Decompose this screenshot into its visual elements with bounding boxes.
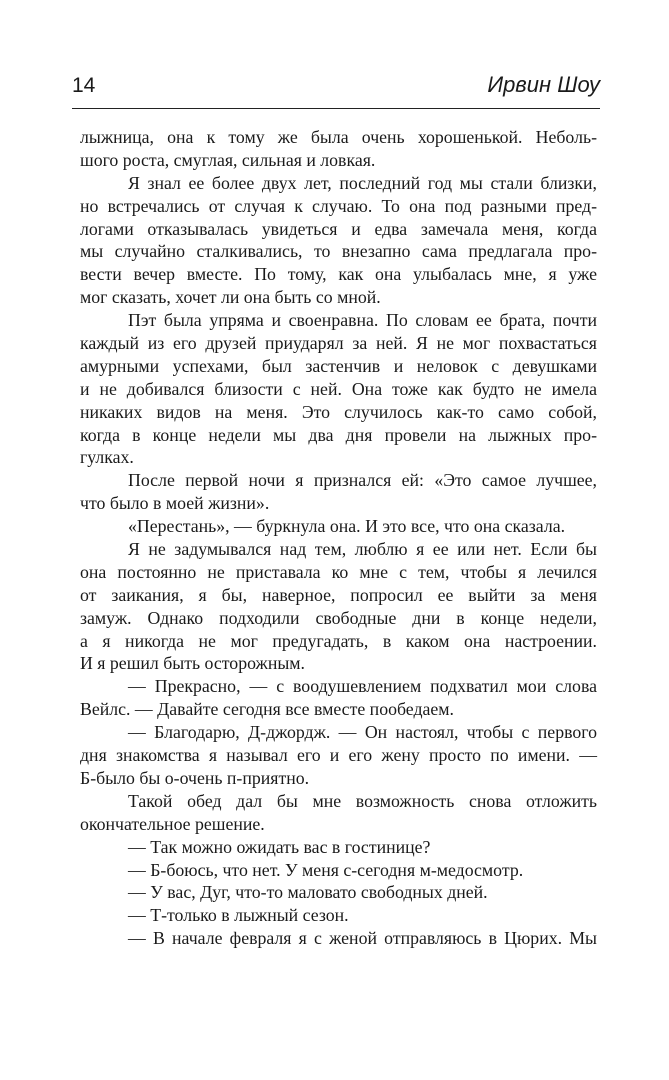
text-line: она постоянно не приставала ко мне с тем, чтобы я лечился <box>80 561 597 582</box>
text-line: вести вечер вместе. По тому, как она улыбалась мне, я уже <box>80 264 597 285</box>
text-line: После первой ночи я признался ей: «Это самое лучшее, <box>128 470 597 491</box>
page-number: 14 <box>72 74 96 97</box>
text-line: но встречались от случая к случаю. То она под разными пред- <box>80 195 597 216</box>
text-line: — Т-только в лыжный сезон. <box>128 905 349 926</box>
text-line: — В начале февраля я с женой отправляюсь в Цюрих. Мы <box>128 928 597 949</box>
text-line: мог сказать, хочет ли она быть со мной. <box>80 287 381 308</box>
text-line: — Благодарю, Д-джордж. — Он настоял, чтобы с первого <box>128 722 597 743</box>
text-line: дня знакомства я называл его и его жену просто по имени. — <box>80 745 597 766</box>
text-line: шого роста, смуглая, сильная и ловкая. <box>80 149 376 170</box>
text-line: когда в конце недели мы два дня провели на лыжных про- <box>80 424 597 445</box>
text-line: каждый из его друзей приударял за ней. Я не мог похвастаться <box>80 333 597 354</box>
text-line: Пэт была упряма и своенравна. По словам ее брата, почти <box>128 310 597 331</box>
text-line: что было в моей жизни». <box>80 493 270 514</box>
text-line: Я знал ее более двух лет, последний год мы стали близки, <box>128 172 597 193</box>
text-line: Такой обед дал бы мне возможность снова отложить <box>128 790 597 811</box>
text-line: мы случайно сталкивались, то внезапно сама предлагала про- <box>80 241 597 262</box>
text-line: окончательное решение. <box>80 813 265 834</box>
text-line: — Прекрасно, — с воодушевлением подхватил мои слова <box>128 676 597 697</box>
text-line: «Перестань», — буркнула она. И это все, что она сказала. <box>128 516 566 537</box>
body-text <box>80 126 597 950</box>
text-line: — У вас, Дуг, что-то маловато свободных дней. <box>128 882 488 903</box>
text-line: гулках. <box>80 447 134 468</box>
text-line: и не добивался близости с ней. Она тоже как будто не имела <box>80 378 597 399</box>
text-line: никаких видов на меня. Это случилось как-то само собой, <box>80 401 597 422</box>
text-line: замуж. Однако подходили свободные дни в конце недели, <box>80 607 597 628</box>
text-line: — Так можно ожидать вас в гостинице? <box>128 836 431 857</box>
text-line: И я решил быть осторожным. <box>80 653 305 674</box>
running-title: Ирвин Шоу <box>487 72 600 97</box>
page-header <box>72 72 600 102</box>
text-line: Вейлс. — Давайте сегодня все вместе пообедаем. <box>80 699 454 720</box>
text-line: амурными успехами, был застенчив и неловок с девушками <box>80 355 597 376</box>
text-line: — Б-боюсь, что нет. У меня с-сегодня м-медосмотр. <box>128 859 524 880</box>
text-line: от заикания, я бы, наверное, попросил ее выйти за меня <box>80 584 597 605</box>
text-line: Б-было бы о-очень п-приятно. <box>80 767 310 788</box>
header-rule <box>72 108 600 109</box>
text-line: логами отказывалась увидеться и едва замечала меня, когда <box>80 218 597 239</box>
text-line: а я никогда не мог предугадать, в каком она настроении. <box>80 630 597 651</box>
text-line: лыжница, она к тому же была очень хорошенькой. Неболь- <box>80 127 597 147</box>
text-line: Я не задумывался над тем, люблю я ее или нет. Если бы <box>128 539 597 560</box>
